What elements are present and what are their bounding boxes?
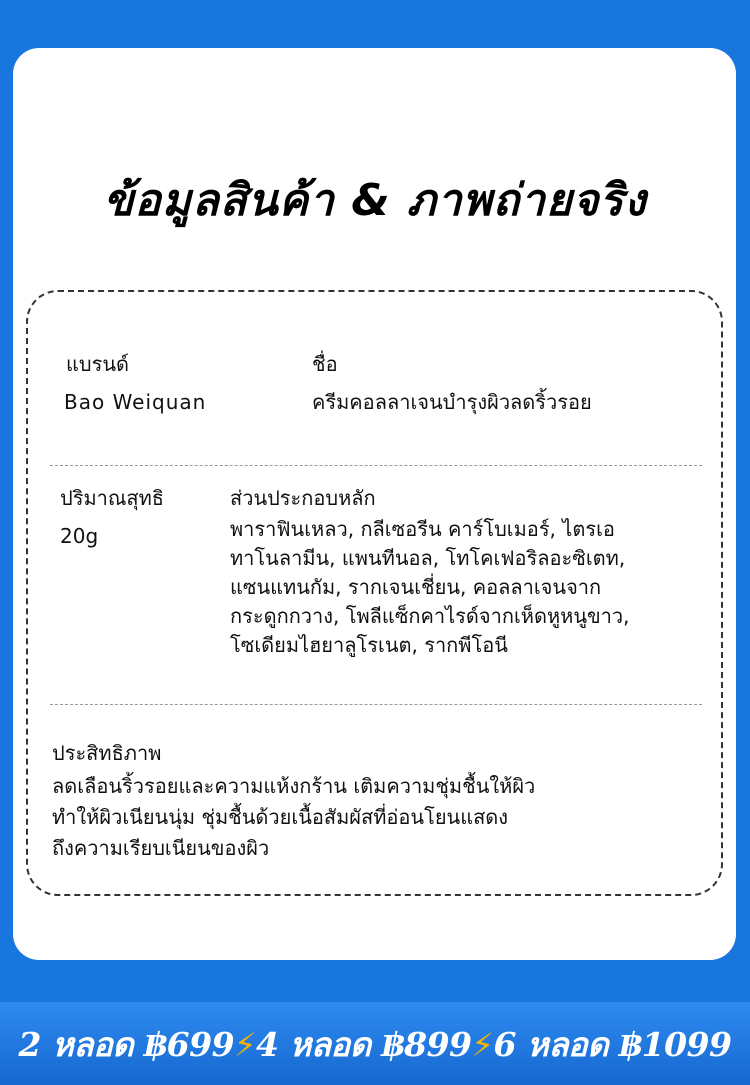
promo-banner [0, 1002, 750, 1085]
lightning-icon: ⚡ [471, 1026, 494, 1064]
volume-value: 20g [60, 524, 99, 548]
divider [50, 704, 702, 705]
brand-value: Bao Weiquan [64, 390, 207, 414]
effect-text [52, 771, 535, 864]
ingredients-list [230, 515, 630, 660]
page-title: ข้อมูลสินค้า & ภาพถ่ายจริง [103, 175, 647, 226]
effect-line: ลดเลือนริ้วรอยและความแห้งกร้าน เติมความชุ่มชื้นให้ผิว [52, 774, 536, 798]
effect-line: ถึงความเรียบเนียนของผิว [52, 836, 270, 860]
ingredients-line: ทาโนลามีน, แพนทีนอล, โทโคเฟอริลอะซิเตท, [230, 546, 626, 570]
ingredients-label: ส่วนประกอบหลัก [230, 486, 376, 510]
effect-line: ทำให้ผิวเนียนนุ่ม ชุ่มชื้นด้วยเนื้อสัมผัสที่อ่อนโยนแสดง [52, 805, 509, 829]
volume-label: ปริมาณสุทธิ [60, 486, 165, 510]
effect-label: ประสิทธิภาพ [52, 741, 162, 765]
promo-text [0, 1018, 750, 1071]
promo-offer-4: 4 หลอด ฿899 [256, 1025, 472, 1064]
ingredients-line: พาราฟินเหลว, กลีเซอรีน คาร์โบเมอร์, ไตรเอ [230, 517, 615, 541]
lightning-icon: ⚡ [234, 1026, 256, 1064]
name-value: ครีมคอลลาเจนบำรุงผิวลดริ้วรอย [312, 390, 592, 414]
ingredients-line: โซเดียมไฮยาลูโรเนต, รากพีโอนี [230, 633, 508, 657]
promo-offer-2: 2 หลอด ฿699 [18, 1025, 235, 1064]
divider [50, 465, 702, 466]
ingredients-line: กระดูกกวาง, โพลีแซ็กคาไรด์จากเห็ดหูหนูขาว, [230, 604, 630, 628]
ingredients-line: แซนแทนกัม, รากเจนเชี่ยน, คอลลาเจนจาก [230, 575, 602, 599]
promo-offer-6: 6 หลอด ฿1099 [493, 1025, 732, 1064]
brand-label: แบรนด์ [66, 352, 129, 376]
name-label: ชื่อ [312, 352, 338, 376]
